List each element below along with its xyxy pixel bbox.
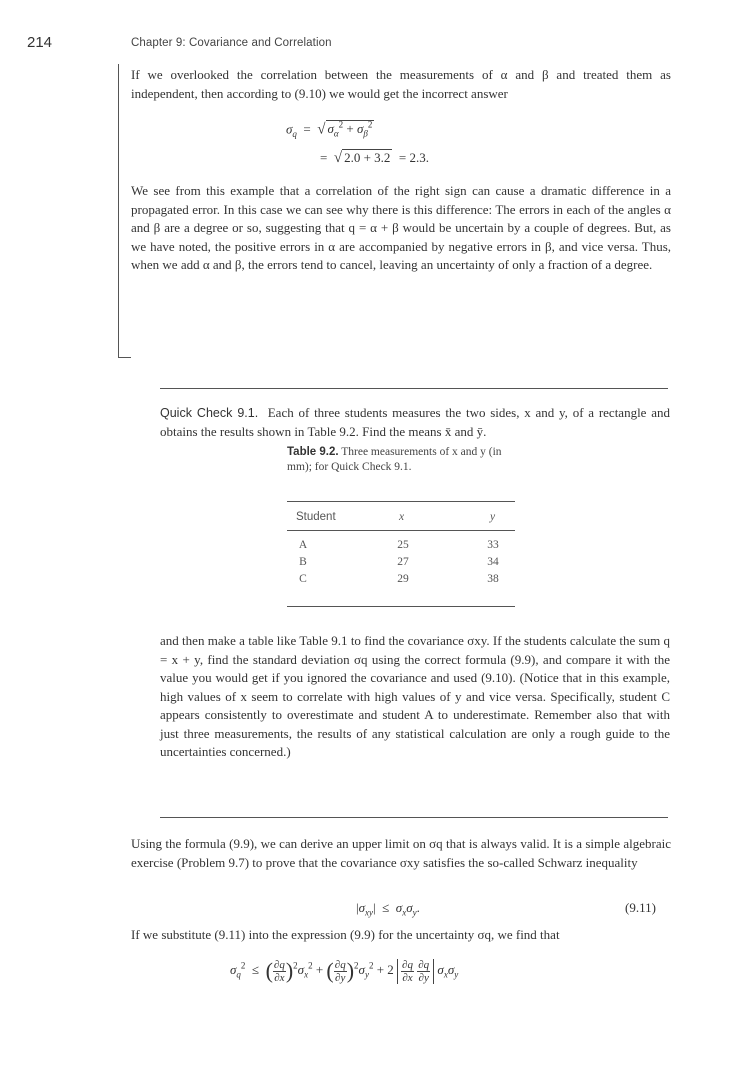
table-cell-x: 29 — [397, 573, 409, 585]
table-cell-student: C — [299, 573, 307, 585]
running-head: Chapter 9: Covariance and Correlation — [131, 37, 332, 49]
quick-check-paragraph — [160, 404, 670, 441]
table-top-rule — [287, 501, 515, 502]
sqrt-argument: 2.0 + 3.2 — [344, 150, 391, 165]
substitution-paragraph: If we substitute (9.11) into the expression (9.9) for the uncertainty σq, we find that — [131, 927, 560, 942]
page-number: 214 — [27, 34, 53, 51]
table-caption-label: Table 9.2. — [287, 446, 339, 458]
quick-check-top-rule — [160, 388, 668, 389]
table-cell-y: 38 — [487, 573, 499, 585]
table-cell-y: 34 — [487, 556, 499, 568]
table-header-rule — [287, 530, 515, 531]
uncertainty-bound-equation: $\sigma_q^2$ ≤ ( $\frac{\partial q}{\partial x}$ )$^2\sigma_x^2$ + ( $\frac{\partial q}{\partial y}$ )$^2\sigma_y^2 + 2$ $\frac{\partial q}{\partial x}$ $\frac{\partial q}{\partial y}$ $\sigma_x\sigma_y$ — [230, 958, 459, 984]
schwarz-inequality: $|\sigma_{xy}| \le \sigma_x\sigma_y$. — [356, 900, 420, 918]
table-cell-x: 25 — [397, 539, 409, 551]
table-bottom-rule — [287, 606, 515, 607]
quick-check-bottom-rule — [160, 817, 668, 818]
table-cell-y: 33 — [487, 539, 499, 551]
equation-sigma-q-sqrt: $\sigma_q$ = √ $\sigma_\alpha^2 + \sigma_\beta^2$ — [286, 120, 373, 139]
table-header-y: y — [490, 511, 496, 523]
table-cell-x: 27 — [397, 556, 409, 568]
quick-check-label: Quick Check 9.1. — [160, 406, 259, 420]
quick-check-followup: and then make a table like Table 9.1 to find the covariance σxy. If the students calculate the sum q = x + y, find the standard deviation σq using the correct formula (9.9), and compare it with the value you would get if you ignored the covariance and used (9.10). (Notice that in this example, high values of x seem to correlate with high values of y and vice versa. Specifically, student C appears consistently to overestimate and student A to underestimate. Remember also that with just three measurements, the results of any statistical calculation are only a rough guide to the uncertainties concerned.) — [160, 633, 670, 759]
equation-number: (9.11) — [625, 900, 656, 915]
table-caption — [287, 445, 502, 475]
explanation-paragraph: We see from this example that a correlation of the right sign can cause a dramatic difference in a propagated error. In this case we can see why there is this difference: The errors in each of the angles α and β are a degree or so, suggesting that q = α + β would be uncertain by a couple of degrees. But, as we have noted, the positive errors in α are accompanied by negative errors in β, and vice versa. Thus, when we add α and β, the errors tend to cancel, leaving an uncertainty of only a fraction of a degree. — [131, 183, 671, 272]
table-caption-text: Three measurements of x and y (in mm); for Quick Check 9.1. — [287, 446, 502, 473]
table-header-student: Student — [296, 511, 336, 523]
schwarz-paragraph: Using the formula (9.9), we can derive an upper limit on σq that is always valid. It is a simple algebraic exercise (Problem 9.7) to prove that the covariance σxy satisfies the so-called Schwarz inequality — [131, 836, 671, 870]
margin-bracket-vertical — [118, 64, 119, 357]
table-header-x: x — [399, 511, 405, 523]
table-cell-student: A — [298, 539, 308, 551]
equation-result: = √ 2.0 + 3.2 = 2.3. — [320, 150, 430, 166]
intro-paragraph: If we overlooked the correlation between the measurements of α and β and treated them as independent, then according to (9.10) we would get the incorrect answer — [131, 67, 671, 101]
table-cell-student: B — [299, 556, 307, 568]
quick-check-text: Each of three students measures the two sides, x and y, of a rectangle and obtains the results shown in Table 9.2. Find the means x̄ and ȳ. — [160, 405, 670, 439]
equation-result-value: = 2.3. — [398, 150, 430, 165]
margin-bracket-horizontal — [118, 357, 131, 358]
